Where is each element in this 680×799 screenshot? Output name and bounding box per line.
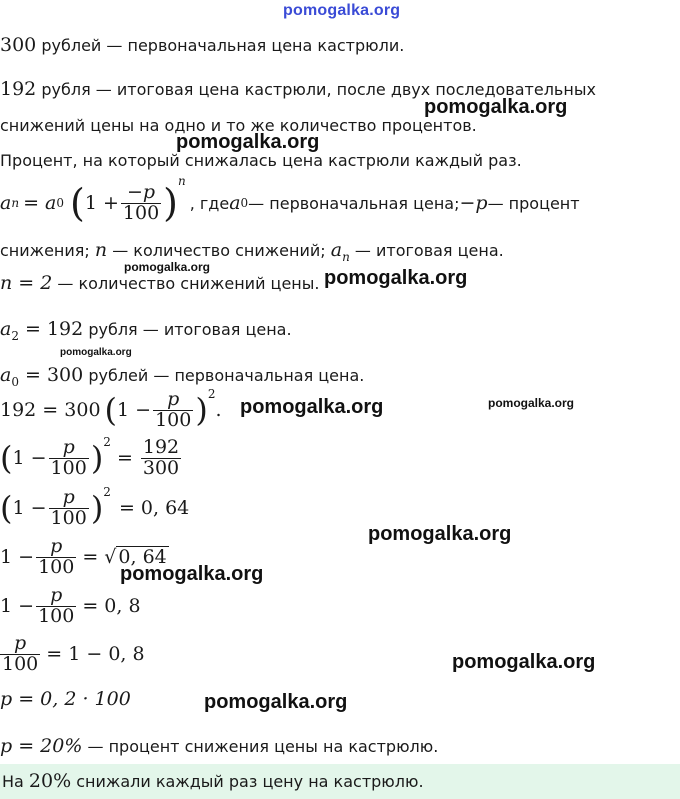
frac-den: 100	[2, 652, 39, 675]
fraction	[153, 387, 193, 431]
paren-open: (	[0, 489, 13, 527]
line-equation-2	[0, 433, 183, 483]
site-link[interactable]: pomogalka.org	[283, 2, 401, 19]
fraction	[36, 583, 76, 627]
paren-close: )	[163, 181, 178, 225]
text: рублей — первоначальная цена.	[83, 366, 365, 385]
text: — итоговая цена.	[349, 241, 504, 260]
line-equation-7	[0, 688, 131, 710]
line-formula	[0, 172, 580, 234]
text: — процент	[487, 193, 580, 213]
line-definitions	[0, 239, 504, 264]
line-unknown-percent: Процент, на который снижалась цена кастрюли каждый раз.	[0, 151, 522, 170]
line-result	[0, 735, 438, 757]
math-one-minus: 1 −	[12, 497, 47, 519]
text: — количество снижений цены.	[52, 274, 320, 293]
math: n = 2	[0, 272, 53, 294]
math-eq: =	[116, 447, 133, 469]
math-a: a	[0, 364, 12, 386]
math: 192 = 300	[0, 399, 101, 421]
line-equation-5	[0, 582, 141, 630]
power: 2	[103, 435, 111, 449]
watermark: pomogalka.org	[324, 267, 468, 289]
answer-box	[0, 764, 680, 799]
math-n: n	[94, 239, 108, 261]
line-equation-6	[0, 630, 145, 678]
text: , где	[189, 193, 230, 213]
text: — количество снижений;	[107, 241, 331, 260]
watermark: pomogalka.org	[60, 347, 132, 358]
math-root: 0, 64	[118, 546, 167, 569]
math-one-minus: 1 −	[12, 447, 47, 469]
watermark: pomogalka.org	[204, 691, 348, 713]
math-192: 192	[0, 78, 37, 100]
fraction	[49, 435, 89, 479]
frac-num: p	[36, 586, 76, 607]
frac-den: 100	[50, 506, 87, 529]
frac-num: p	[153, 390, 193, 411]
line-a2	[0, 318, 292, 343]
math: p = 20%	[0, 735, 83, 757]
frac-den: 100	[122, 201, 160, 224]
frac-den: 100	[50, 456, 87, 479]
line-equation-1	[0, 385, 222, 435]
frac-num: 192	[142, 435, 180, 458]
text: снижали каждый раз цену на кастрюлю.	[71, 772, 424, 791]
math: p = 0, 2 · 100	[0, 688, 131, 710]
paren-close: )	[90, 489, 104, 527]
line-equation-3	[0, 483, 189, 533]
text: рубля — итоговая цена.	[83, 320, 292, 339]
math-a: a	[0, 318, 12, 340]
math-an: a	[330, 239, 343, 261]
watermark: pomogalka.org	[424, 96, 568, 118]
math-eq: = a	[23, 192, 57, 214]
math: = 192	[18, 318, 84, 340]
watermark: pomogalka.org	[368, 523, 512, 545]
watermark: pomogalka.org	[452, 651, 596, 673]
frac-num: p	[0, 634, 40, 655]
line-decrease-note: снижений цены на одно и то же количество процентов.	[0, 116, 477, 135]
power: 2	[103, 485, 111, 499]
frac-den: 300	[142, 456, 180, 479]
frac-num: p	[36, 537, 76, 558]
text: — первоначальная цена;	[248, 193, 460, 213]
fraction-result	[141, 435, 181, 479]
fraction	[121, 180, 161, 224]
math-rhs: = 1 − 0, 8	[46, 643, 145, 665]
text: снижения;	[0, 241, 95, 260]
fraction	[36, 534, 76, 578]
text: рублей — первоначальная цена кастрюли.	[36, 36, 405, 55]
power: 2	[207, 387, 216, 401]
math-one-minus: 1 −	[0, 595, 35, 617]
watermark: pomogalka.org	[120, 563, 264, 585]
line-n-equals-2	[0, 272, 319, 294]
math-rhs: = 0, 8	[82, 595, 141, 617]
math-one-minus: 1 −	[117, 399, 152, 421]
watermark: pomogalka.org	[176, 131, 320, 153]
power: n	[177, 174, 186, 188]
math-sub: 0	[56, 196, 64, 210]
math-sub: 0	[240, 196, 249, 210]
paren-close: )	[195, 391, 208, 429]
paren-open: (	[104, 391, 118, 429]
math-300: 300	[0, 34, 37, 56]
fraction	[0, 631, 40, 675]
math-sub: n	[11, 196, 20, 210]
math-sub: n	[342, 250, 350, 264]
math-percent: 20%	[28, 770, 72, 792]
math: = 300	[18, 364, 84, 386]
math-a: a	[0, 192, 12, 214]
frac-den: 100	[38, 555, 75, 578]
math-one-minus: 1 −	[0, 546, 35, 568]
math-sub: 2	[11, 329, 19, 343]
frac-num: p	[49, 438, 89, 459]
math-rhs: = 0, 64	[118, 497, 190, 519]
math-a0: a	[229, 192, 241, 214]
frac-den: 100	[38, 604, 75, 627]
paren-open: (	[70, 181, 85, 225]
frac-num: p	[49, 488, 89, 509]
answer-text	[2, 770, 424, 792]
watermark: pomogalka.org	[488, 396, 575, 410]
paren-close: )	[90, 439, 104, 477]
watermark: pomogalka.org	[240, 396, 384, 418]
math-one-plus: 1 +	[84, 192, 119, 214]
text: На	[2, 772, 29, 791]
text: — процент снижения цены на кастрюлю.	[82, 737, 439, 756]
watermark: pomogalka.org	[124, 260, 211, 274]
paren-open: (	[0, 439, 13, 477]
fraction	[49, 485, 89, 529]
math-sub: 0	[11, 375, 19, 389]
math-eq: = √	[82, 546, 117, 568]
line-initial-price	[0, 34, 404, 56]
frac-num: −p	[121, 183, 161, 204]
dot: .	[215, 399, 222, 421]
math-neg-p: −p	[459, 192, 488, 214]
frac-den: 100	[155, 408, 192, 431]
text: рубля — итоговая цена кастрюли, после двух последовательных	[36, 80, 596, 99]
